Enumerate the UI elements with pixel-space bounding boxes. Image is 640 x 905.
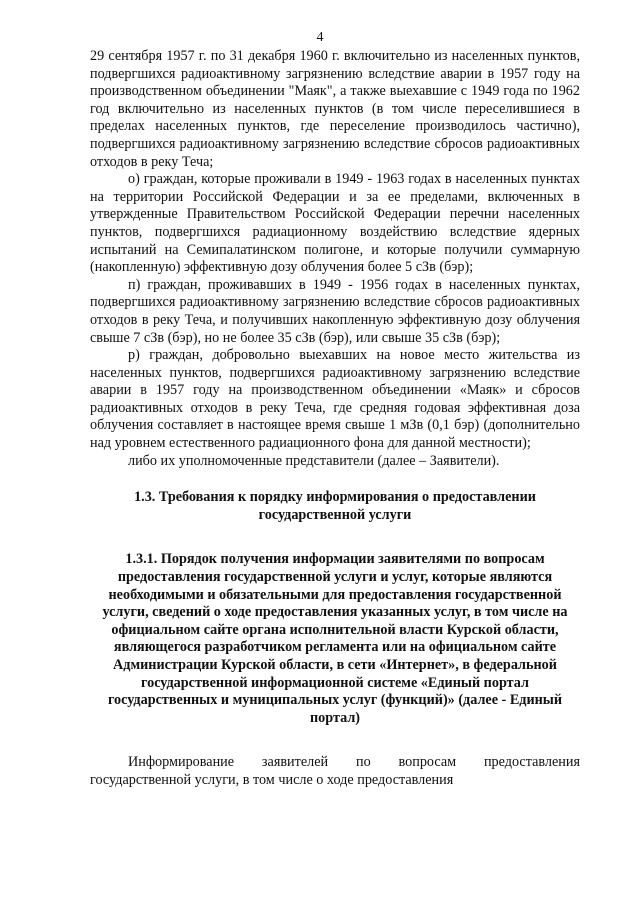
paragraph-informing: Информирование заявителей по вопросам предоставления государственной услуги, в том числе о ходе предоставления — [90, 754, 580, 788]
paragraph-item-r: р) граждан, добровольно выехавших на новое место жительства из населенных пунктов, подвергшихся радиоактивному загрязнению вследствие аварии в 1957 году на производственном объединении «Маяк» и сбросов радиоактивных отходов в реку Теча, где средняя годовая эффективная доза облучения составляет в настоящее время свыше 1 мЗв (0,1 бэр) (дополнительно над уровнем естественного радиационного фона для данной местности); — [90, 347, 580, 452]
section-heading-1-3: 1.3. Требования к порядку информирования о предоставлении государственной услуги — [134, 489, 536, 523]
section-heading-1-3-1: 1.3.1. Порядок получения информации заявителями по вопросам предоставления государственной услуги и услуг, которые являются необходимыми и обязательными для предоставления государственной услуги, сведений о ходе предоставления указанных услуг, в том числе на официальном сайте органа исполнительной власти Курской области, являющегося разработчиком регламента или на официальном сайте Администрации Курской области, в сети «Интернет», в федеральной государственной информационной системе «Единый портал государственных и муниципальных услуг (функций)» (далее - Единый портал) — [102, 551, 568, 726]
paragraph-continuation: 29 сентября 1957 г. по 31 декабря 1960 г. включительно из населенных пунктов, подвергшихся радиоактивному загрязнению вследствие аварии в 1957 году на производственном объединении "Маяк", а также выехавшие с 1949 года по 1962 год включительно из населенных пунктов (в том числе переселившиеся в пределах населенных пунктов, где переселение производилось частично), подвергшихся радиоактивному загрязнению вследствие сбросов радиоактивных отходов в реку Теча; — [90, 48, 580, 170]
paragraph-item-o: о) граждан, которые проживали в 1949 - 1963 годах в населенных пунктах на территории Российской Федерации и за ее пределами, включенных в утвержденные Правительством Российской Федерации перечни населенных пунктов, подвергшихся радиационному воздействию вследствие ядерных испытаний на Семипалатинском полигоне, и которые получили суммарную (накопленную) эффективную дозу облучения более 5 сЗв (бэр); — [90, 171, 580, 276]
paragraph-representatives: либо их уполномоченные представители (далее – Заявители). — [128, 452, 500, 469]
page-body — [90, 48, 580, 790]
page-number: 4 — [316, 30, 324, 45]
paragraph-item-p: п) граждан, проживавших в 1949 - 1956 годах в населенных пунктах, подвергшихся радиоактивному загрязнению вследствие сбросов радиоактивных отходов в реку Теча, и получивших накопленную эффективную дозу облучения свыше 7 сЗв (бэр), но не более 35 сЗв (бэр), или свыше 35 сЗв (бэр); — [90, 276, 580, 346]
